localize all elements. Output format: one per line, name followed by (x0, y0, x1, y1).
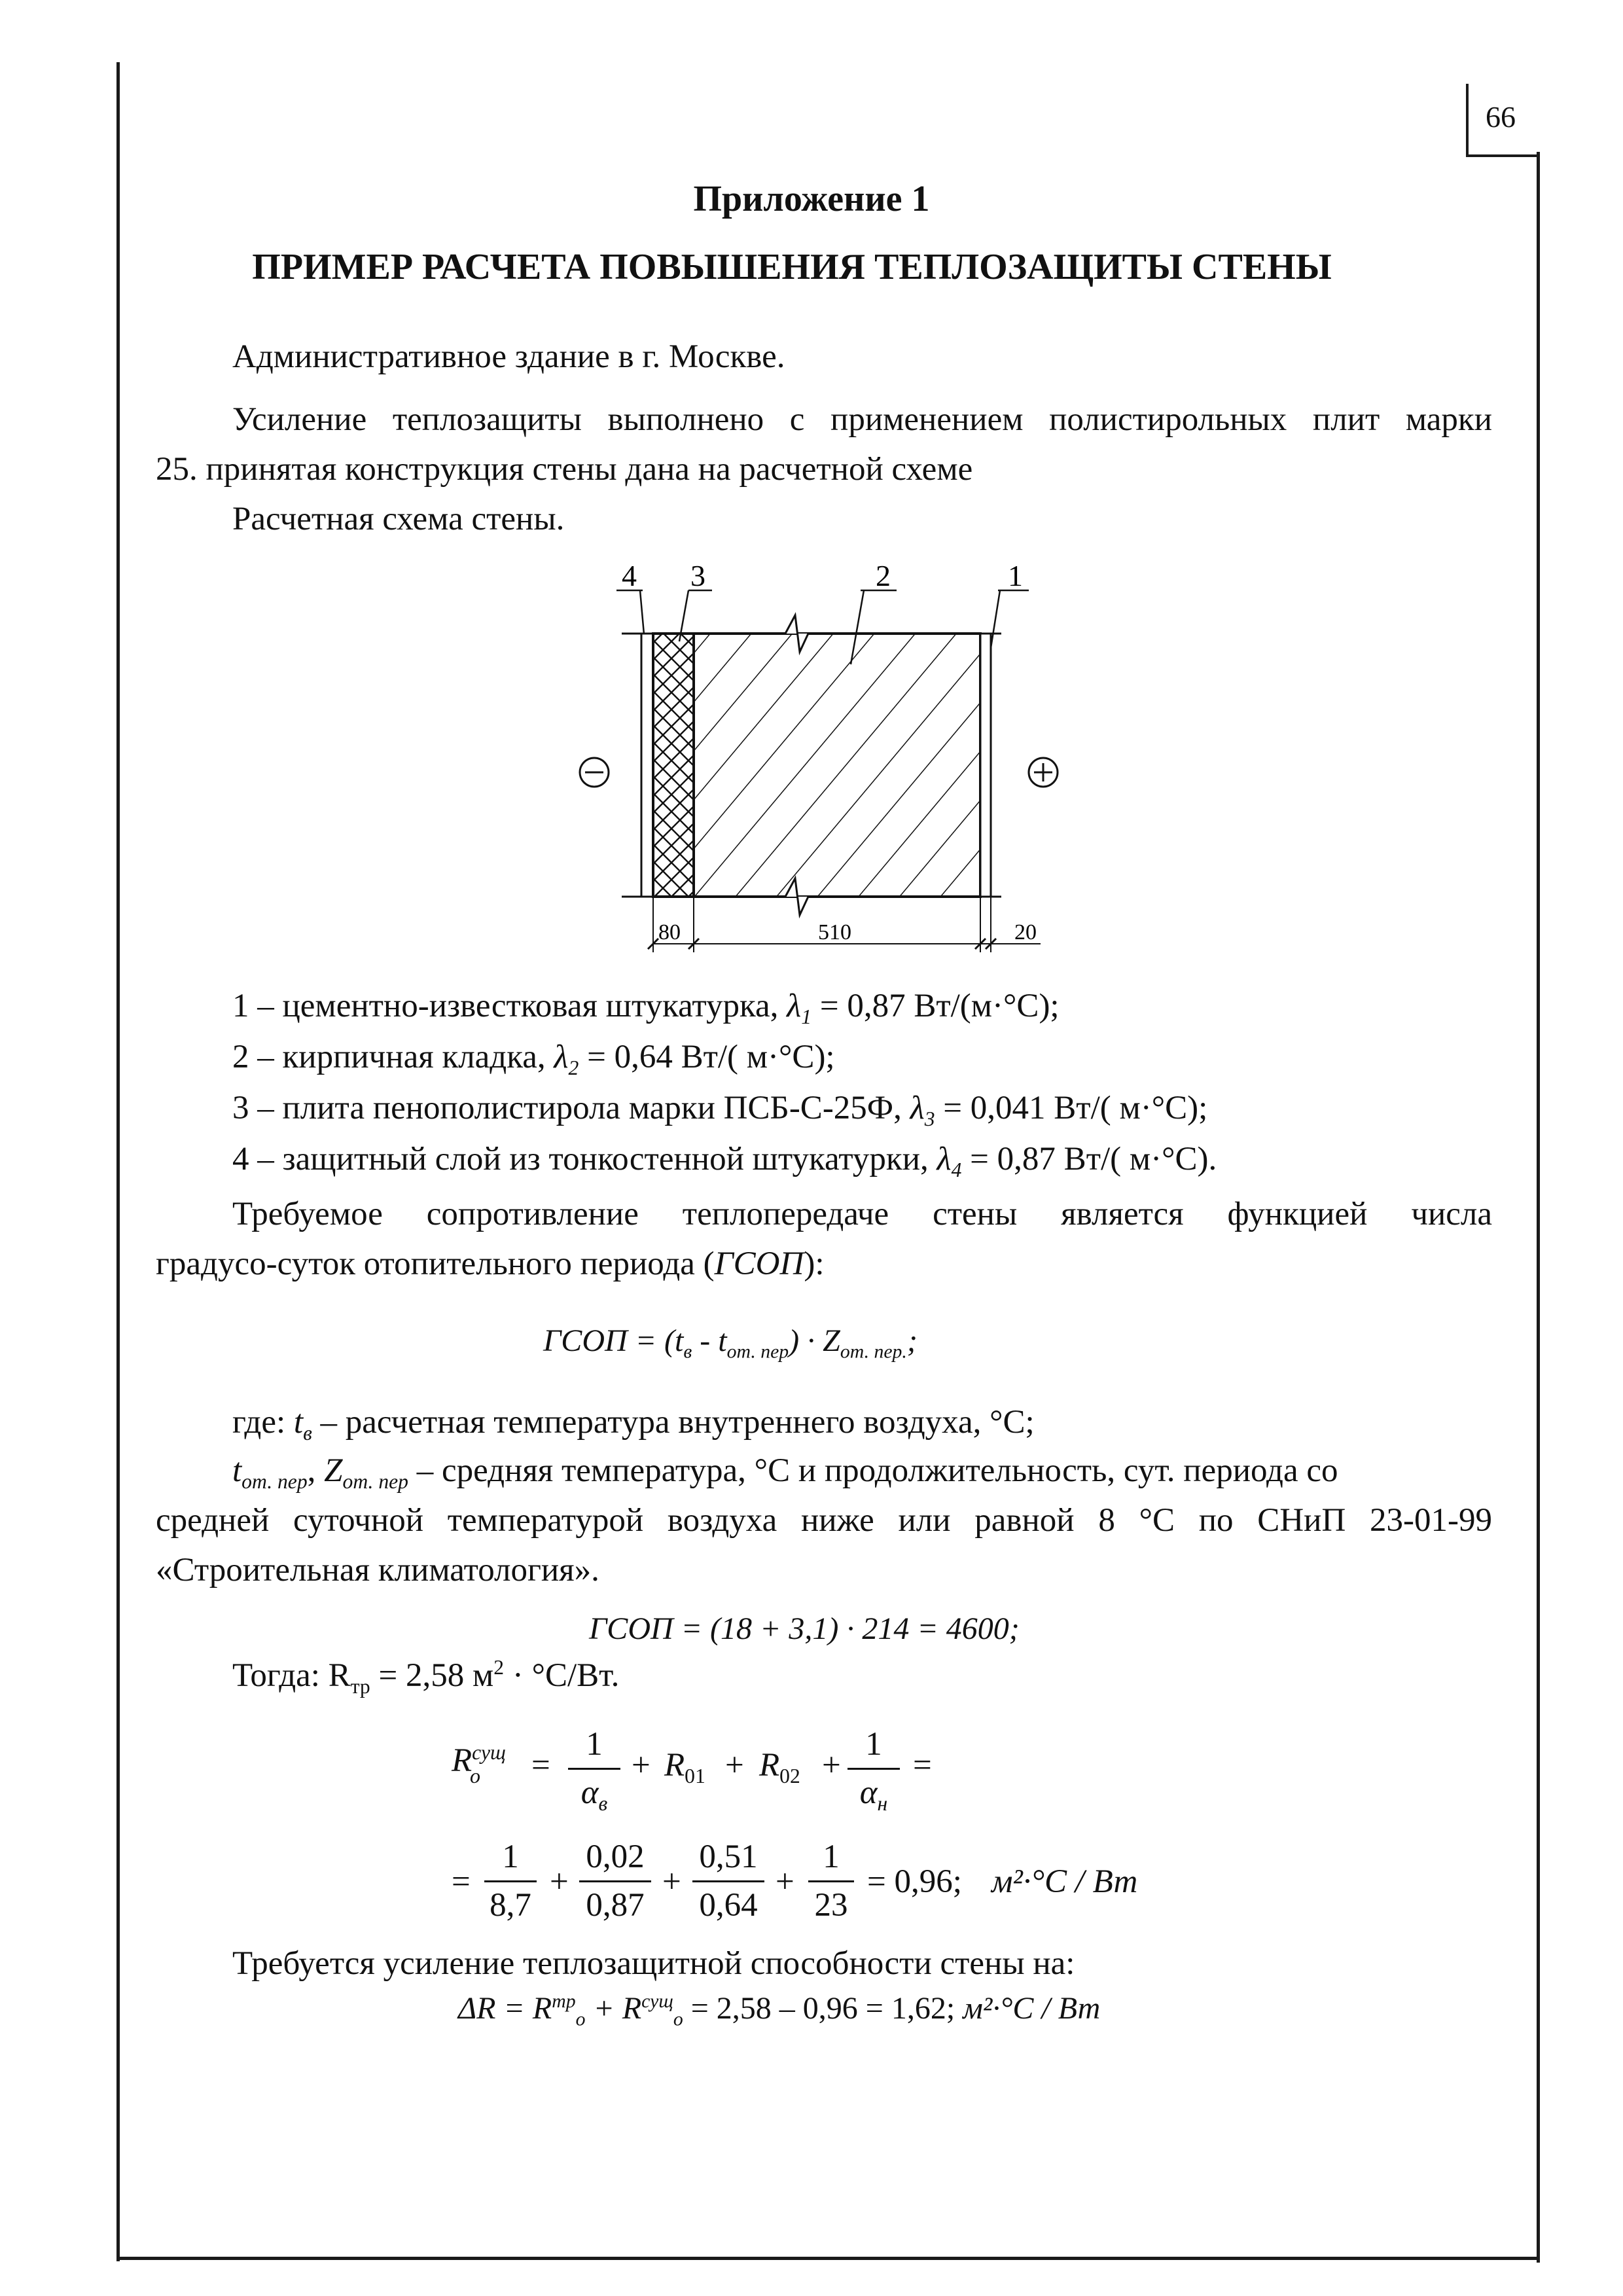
intro-paragraph-2-line-1: Усиление теплозащиты выполнено с применением полистирольных плит марки (232, 401, 1492, 438)
page-frame-left-border (116, 62, 120, 2261)
required-resistance-line: Тогда: $R_{тр} = 2,58$ $м^2 \cdot ^\circ С/Вт$. (232, 1656, 620, 1698)
plus-sign-4: + (550, 1863, 569, 1900)
dimension-510: 510 (818, 920, 851, 944)
fraction-0-51-over-0-64: 0,51 0,64 (692, 1840, 764, 1922)
gsop-paragraph-line-2: градусо-суток отопительного периода (ГСОП): (156, 1246, 825, 1282)
layer-label-3: 3 (690, 559, 705, 592)
plus-sign-5: + (662, 1863, 681, 1900)
plus-sign-6: + (776, 1863, 794, 1900)
definition-line-2: средней суточной температурой воздуха ниже или равной 8 °С по СНиП 23-01-99 (156, 1502, 1492, 1539)
legend-item-2: 2 – кирпичная кладка, $\lambda_2 = 0,64$ Вт/( м·°С); (232, 1039, 835, 1080)
page-frame-bottom-border (116, 2257, 1540, 2260)
legend-item-4: 4 – защитный слой из тонкостенной штукатурки, $\lambda_4 = 0,87$ Вт/( м·°С). (232, 1141, 1217, 1182)
gsop-formula: ГСОП = $(t_в - t_{от. пер}) \cdot Z_{от. пер.}$; (543, 1323, 918, 1363)
fraction-1-over-8-7: 1 8,7 (484, 1840, 537, 1922)
r01-term: $R_{01}$ (664, 1747, 705, 1788)
legend-item-1: 1 – цементно-известковая штукатурка, $\lambda_1 = 0,87$ Вт/(м·°С); (232, 988, 1060, 1029)
where-line: где: $t_в$ – расчетная температура внутреннего воздуха, °С; (232, 1404, 1035, 1445)
r-sushch-subscript: о (470, 1764, 480, 1787)
plus-sign-3: + (822, 1747, 841, 1784)
intro-paragraph-2-line-2: 25. принятая конструкция стены дана на расчетной схеме (156, 451, 973, 488)
resistance-unit: м²·°С / Вт (991, 1863, 1138, 1900)
fraction-1-over-alpha-n: 1 $\alpha_н$ (847, 1728, 900, 1810)
fraction-1-over-23: 1 23 (808, 1840, 854, 1922)
legend-item-3: 3 – плита пенополистирола марки ПСБ-С-25Ф, $\lambda_3 = 0,041$ Вт/( м·°С); (232, 1090, 1208, 1131)
layer-label-1: 1 (1008, 559, 1023, 592)
wall-cross-section-diagram (569, 556, 1080, 962)
equals-sign-2: = (913, 1747, 932, 1784)
definition-line-3: «Строительная климатология». (156, 1552, 599, 1588)
intro-paragraph-1: Административное здание в г. Москве. (232, 338, 785, 375)
page-number: 66 (1486, 100, 1516, 134)
dimension-20: 20 (1014, 920, 1037, 944)
appendix-heading: Приложение 1 (693, 179, 930, 219)
page-title: ПРИМЕР РАСЧЕТА ПОВЫШЕНИЯ ТЕПЛОЗАЩИТЫ СТЕНЫ (252, 247, 1332, 287)
resistance-result: = 0,96; (867, 1863, 962, 1900)
plus-sign-2: + (725, 1747, 744, 1784)
fraction-0-02-over-0-87: 0,02 0,87 (579, 1840, 651, 1922)
plus-sign-1: + (632, 1747, 651, 1784)
equals-sign-3: = (452, 1863, 471, 1900)
delta-r-formula: $\Delta R = R^{тр}_о + R^{сущ}_о = 2,58 - 0,96 = 1,62$; м²·°С / Вт (458, 1990, 1101, 2030)
r-sushch-symbol: $R^{сущ}$ (452, 1741, 506, 1779)
layer-label-2: 2 (876, 559, 891, 592)
definition-line-1: $t_{от. пер}$, $Z_{от. пер}$ – средняя температура, °С и продолжительность, сут. периода со (232, 1452, 1338, 1494)
r02-term: $R_{02}$ (759, 1747, 800, 1788)
layer-label-4: 4 (622, 559, 637, 592)
equals-sign-1: = (531, 1747, 550, 1784)
dimension-80: 80 (658, 920, 681, 944)
scheme-caption: Расчетная схема стены. (232, 501, 565, 537)
gsop-paragraph-line-1: Требуемое сопротивление теплопередаче стены является функцией числа (232, 1196, 1492, 1232)
gsop-calculation: ГСОП = (18 + 3,1) · 214 = 4600; (589, 1611, 1020, 1646)
fraction-1-over-alpha-v: 1 $\alpha_в$ (568, 1728, 620, 1810)
conclusion-text: Требуется усиление теплозащитной способности стены на: (232, 1945, 1075, 1982)
page-frame-right-border (1537, 152, 1540, 2263)
